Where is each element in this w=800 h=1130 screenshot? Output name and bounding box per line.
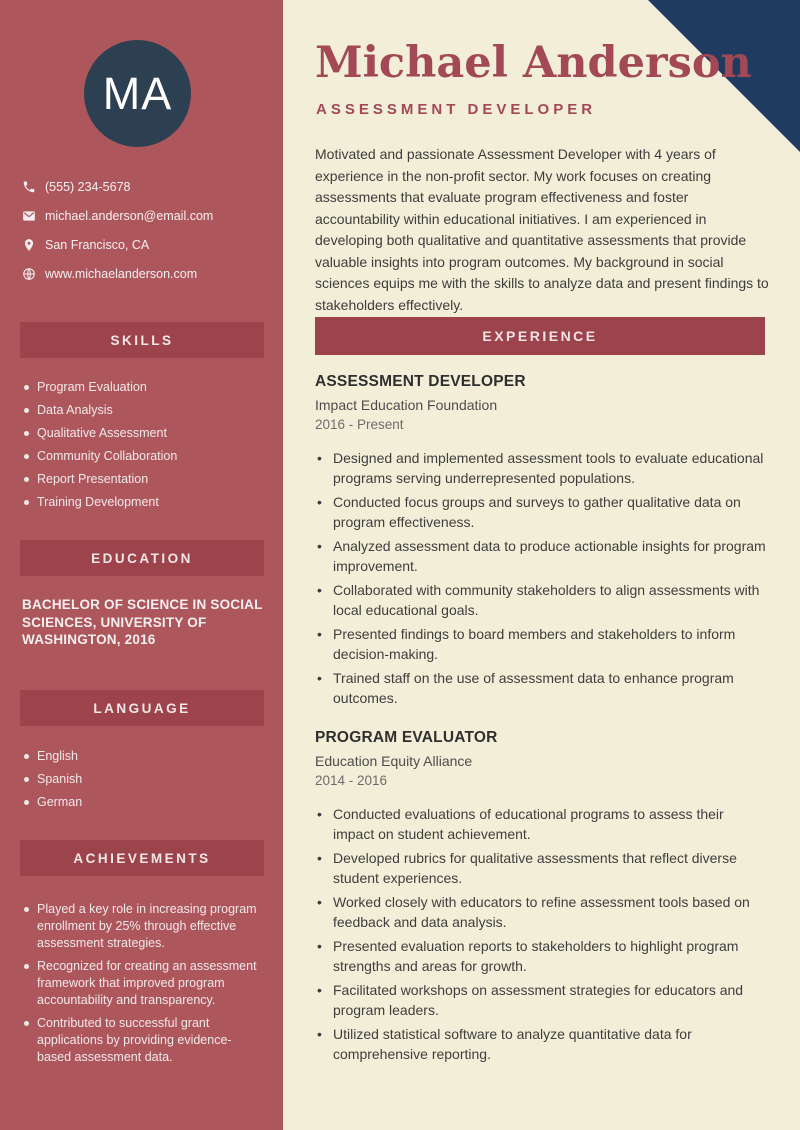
achievement-item: Played a key role in increasing program enrollment by 25% through effective assessment strategies. [23, 901, 265, 952]
avatar [84, 40, 191, 147]
language-item: German [23, 794, 263, 810]
job-bullet: • Facilitated workshops on assessment strategies for educators and program leaders. [315, 980, 767, 1020]
job-bullet: • Presented findings to board members and stakeholders to inform decision-making. [315, 624, 767, 664]
job-bullet-list [315, 448, 767, 708]
skills-heading: SKILLS [110, 332, 174, 348]
person-title: ASSESSMENT DEVELOPER [316, 101, 597, 118]
achievement-item: Recognized for creating an assessment framework that improved program accountability and transparency. [23, 958, 265, 1009]
language-item: English [23, 748, 263, 764]
contact-email-text: michael.anderson@email.com [45, 209, 214, 223]
skill-item: Qualitative Assessment [23, 425, 263, 441]
experience-section-header [315, 317, 765, 355]
contact-item-location [22, 237, 272, 253]
job-bullet: • Trained staff on the use of assessment data to enhance program outcomes. [315, 668, 767, 708]
language-section-header [20, 690, 264, 726]
email-icon [22, 209, 36, 223]
contact-item-website [22, 266, 272, 282]
skills-section-header [20, 322, 264, 358]
job-entry-program-evaluator [315, 722, 767, 1064]
job-dates: 2016 - Present [315, 417, 404, 432]
job-bullet: • Developed rubrics for qualitative assessments that reflect diverse student experiences. [315, 848, 767, 888]
contact-item-phone [22, 179, 272, 195]
location-pin-icon [22, 238, 36, 252]
skill-item: Training Development [23, 494, 263, 510]
job-dates: 2014 - 2016 [315, 773, 388, 788]
summary-text: Motivated and passionate Assessment Developer with 4 years of experience in the non-profit sector. My work focuses on creating assessments that evaluate program effectiveness and foster accountability within educational initiatives. I am experienced in developing both qualitative and quantitative assessments that provide valuable insights into program outcomes. My background in social sciences equips me with the skills to analyze data and present findings to stakeholders effectively. [315, 146, 769, 313]
job-bullet: • Conducted focus groups and surveys to gather qualitative data on program effectiveness. [315, 492, 767, 532]
education-degree: BACHELOR OF SCIENCE IN SOCIAL SCIENCES, UNIVERSITY OF WASHINGTON, 2016 [22, 597, 263, 647]
job-bullet: • Collaborated with community stakeholders to align assessments with local educational goals. [315, 580, 767, 620]
language-list [23, 748, 263, 817]
contact-phone-text: (555) 234-5678 [45, 180, 131, 194]
job-title: ASSESSMENT DEVELOPER [315, 373, 526, 390]
job-company: Education Equity Alliance [315, 753, 473, 769]
job-bullet: • Worked closely with educators to refine assessment tools based on feedback and data analysis. [315, 892, 767, 932]
contact-item-email [22, 208, 272, 224]
contact-website-text: www.michaelanderson.com [45, 267, 198, 281]
skills-list [23, 379, 263, 517]
achievement-item: Contributed to successful grant applications by providing evidence-based assessment data. [23, 1015, 265, 1066]
contact-location-text: San Francisco, CA [45, 238, 150, 252]
achievements-section-header [20, 840, 264, 876]
education-heading: EDUCATION [91, 550, 193, 566]
skill-item: Data Analysis [23, 402, 263, 418]
job-entry-assessment-developer [315, 366, 767, 708]
job-bullet: • Conducted evaluations of educational programs to assess their impact on student achievement. [315, 804, 767, 844]
skill-item: Community Collaboration [23, 448, 263, 464]
job-bullet-list [315, 804, 767, 1064]
job-bullet: • Designed and implemented assessment tools to evaluate educational programs serving underrepresented populations. [315, 448, 767, 488]
contact-list [22, 179, 272, 295]
sidebar [0, 0, 283, 1130]
achievements-heading: ACHIEVEMENTS [73, 850, 211, 866]
main-content [315, 0, 767, 1130]
skill-item: Program Evaluation [23, 379, 263, 395]
avatar-initials: MA [102, 67, 173, 119]
language-item: Spanish [23, 771, 263, 787]
phone-icon [22, 180, 36, 194]
experience-heading: EXPERIENCE [482, 328, 598, 344]
achievements-list [23, 901, 263, 1072]
language-heading: LANGUAGE [93, 700, 191, 716]
person-name: Michael Anderson [315, 38, 752, 88]
job-title: PROGRAM EVALUATOR [315, 729, 498, 746]
experience-jobs [315, 366, 767, 1068]
job-bullet: • Utilized statistical software to analyze quantitative data for comprehensive reporting. [315, 1024, 767, 1064]
education-section-header [20, 540, 264, 576]
job-company: Impact Education Foundation [315, 397, 498, 413]
skill-item: Report Presentation [23, 471, 263, 487]
job-bullet: • Presented evaluation reports to stakeholders to highlight program strengths and areas for growth. [315, 936, 767, 976]
globe-icon [22, 267, 36, 281]
job-bullet: • Analyzed assessment data to produce actionable insights for program improvement. [315, 536, 767, 576]
